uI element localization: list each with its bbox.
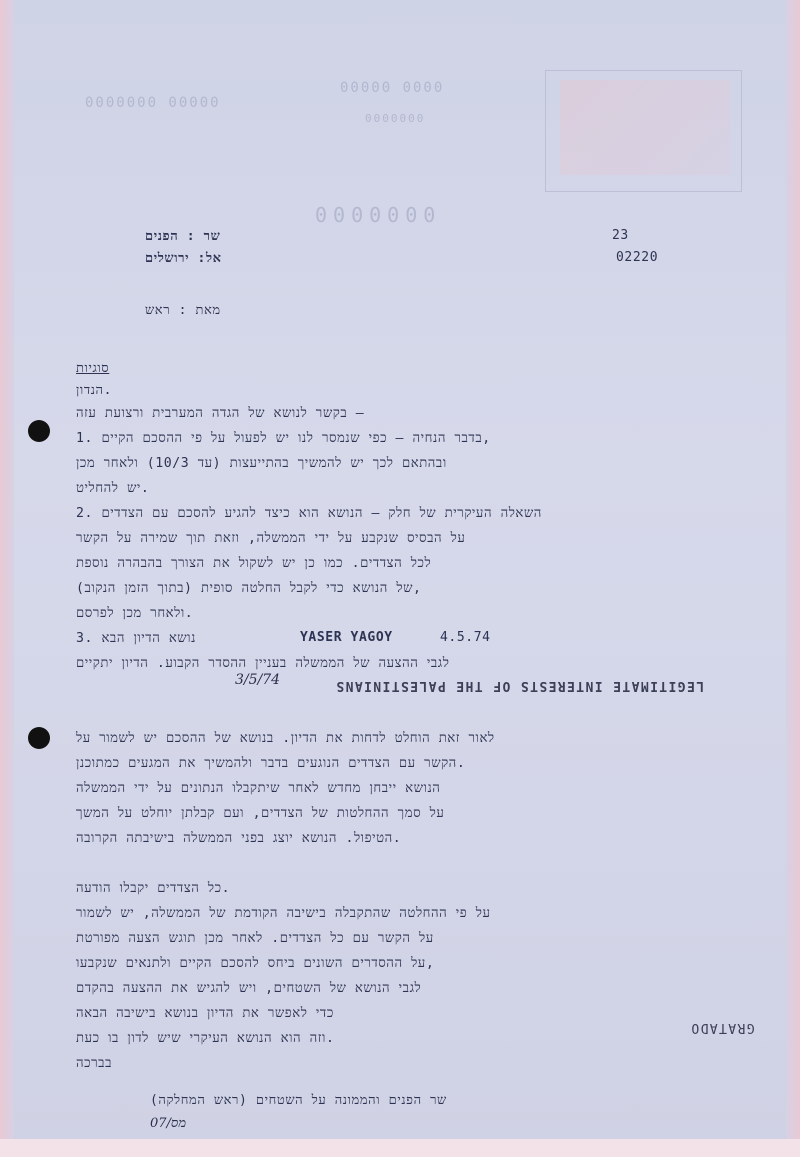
body-line: לגבי ההצעה של הממשלה בעניין ההסדר הקבוע. הדיון יתקיים <box>76 656 450 671</box>
signature-line: שר הפנים והממונה על השטחים (ראש המחלקה) <box>150 1093 447 1108</box>
reversed-bleedthrough-line: LEGITIMATE INTERESTS OF THE PALESTINIANS <box>335 678 705 693</box>
body-line: בקשר לנושא של הגדה המערבית ורצועת עזה — <box>76 406 365 421</box>
body-line: 2. השאלה העיקרית של חלק — הנושא הוא כיצד להגיע להסכם עם הצדדים <box>76 506 542 521</box>
body-line: כדי לאפשר את הדיון בנושא בישיבה הבאה <box>76 1006 334 1021</box>
body-line: לאור זאת הוחלט לדחות את הדיון. בנושא של ההסכם יש לשמור על <box>76 731 495 746</box>
page-bottom-band <box>0 1139 800 1157</box>
body-line: ולאחר מכן לפרסם. <box>76 606 194 621</box>
faint-letterhead-center: 00000 0000 <box>340 80 445 96</box>
body-line: וזה הוא הנושא העיקרי שיש לדון בו כעת. <box>76 1031 335 1046</box>
header-ref-number: 02220 <box>616 250 659 265</box>
reference-date: 4.5.74 <box>440 630 491 645</box>
body-line: לגבי הנושא של השטחים, ויש להגיש את ההצעה בהקדם <box>76 981 422 996</box>
body-line: על הקשר עם כל הצדדים. לאחר מכן תוגש הצעה מפורטת <box>76 931 434 946</box>
body-line: הנושא ייבחן מחדש לאחר שיתקבלו הנתונים על ידי הממשלה <box>76 781 441 796</box>
handwritten-note: 3/5/74 <box>235 672 281 688</box>
reversed-stamp-text: GRATADO <box>690 1020 755 1035</box>
punch-hole-top <box>28 420 50 442</box>
faint-title: 0000000 <box>315 203 442 227</box>
faint-letterhead-sub: 0000000 <box>365 112 426 125</box>
body-line: על פי ההחלטה שהתקבלה בישיבה הקודמת של הממשלה, יש לשמור <box>76 906 491 921</box>
body-line: בברכה <box>76 1056 112 1071</box>
page-left-edge <box>0 0 14 1157</box>
body-line: יש להחליט. <box>76 481 150 496</box>
typed-name-inline: YASER YAGOY <box>300 630 393 645</box>
body-line: 3. נושא הדיון הבא <box>76 631 196 646</box>
body-line: הטיפול. הנושא יוצג בפני הממשלה בישיבתה הקרובה. <box>76 831 402 846</box>
page-right-edge <box>786 0 800 1157</box>
body-line: על הבסיס שנקבע על ידי הממשלה, וזאת תוך שמירה על הקשר <box>76 531 466 546</box>
body-line: כל הצדדים יקבלו הודעה. <box>76 881 231 896</box>
body-line: הקשר עם הצדדים הנוגעים בדבר ולהמשיך את המגעים כמתוכנן. <box>76 756 466 771</box>
punch-hole-bottom <box>28 727 50 749</box>
salutation: הנדון. <box>76 383 113 398</box>
body-line: 1. בדבר הנחיה — כפי שנמסר לנו יש לפעול על פי ההסכם הקיים, <box>76 431 491 446</box>
signature-initials: מס/07 <box>150 1116 187 1131</box>
header-from: אל: ירושלים <box>145 251 222 266</box>
faint-stamp-box <box>545 70 742 192</box>
header-to: שר : הפנים <box>145 229 221 244</box>
body-line: ובהתאם לכך יש להמשיך בהתייעצות (עד 10/3) ולאחר מכן <box>76 456 447 471</box>
body-line: לכל הצדדים. כמו כן יש לשקול את הצורך בהבהרה נוספת <box>76 556 432 571</box>
subject-heading: סוגיות <box>76 361 110 376</box>
addressee-line: מאת : ראש <box>145 303 221 318</box>
body-line: של הנושא כדי לקבל החלטה סופית (בתוך הזמן הנקוב), <box>76 581 422 596</box>
header-date: 23 <box>612 228 629 243</box>
faint-letterhead-left: 0000000 00000 <box>85 95 221 111</box>
body-line: על ההסדרים השונים ביחס להסכם הקיים ולתנאים שנקבעו, <box>76 956 435 971</box>
body-line: על סמך ההחלטות של הצדדים, ועם קבלתן יוחלט על המשך <box>76 806 445 821</box>
